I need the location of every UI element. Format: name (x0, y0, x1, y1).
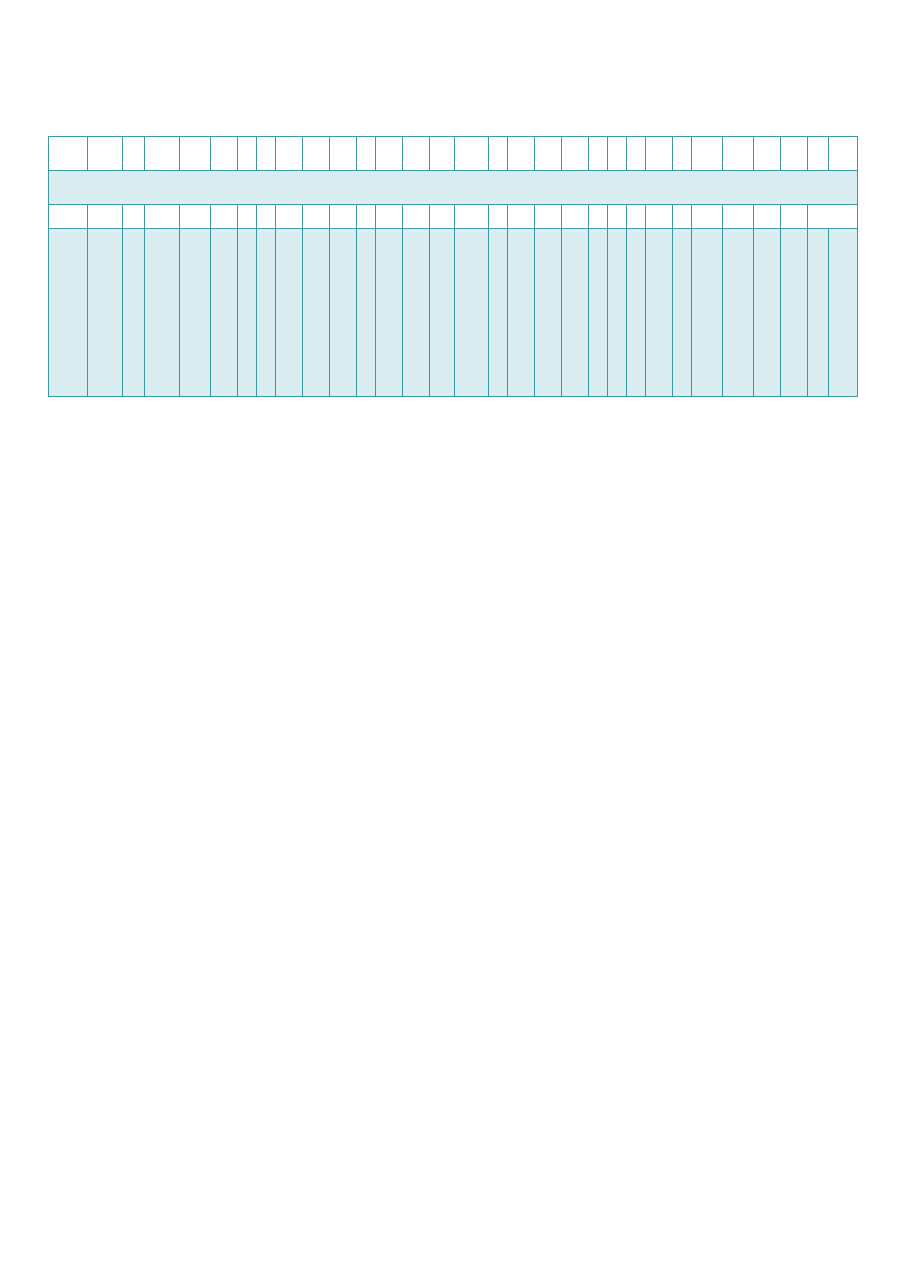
column-header (180, 229, 211, 397)
table-cell (692, 137, 723, 171)
header-row (49, 229, 858, 397)
table-cell (276, 205, 303, 229)
column-header (723, 229, 754, 397)
column-header (357, 229, 376, 397)
column-header (608, 229, 627, 397)
column-header (145, 229, 180, 397)
table-cell (180, 137, 211, 171)
table-cell (145, 205, 180, 229)
table-cell (376, 205, 403, 229)
table-cell (276, 137, 303, 171)
table-cell (238, 137, 257, 171)
column-header (88, 229, 123, 397)
column-header (330, 229, 357, 397)
table-cell (123, 137, 145, 171)
column-header (238, 229, 257, 397)
table-cell (489, 137, 508, 171)
table-cell (430, 205, 455, 229)
column-header (49, 229, 88, 397)
table-cell (754, 137, 781, 171)
table-cell (455, 137, 489, 171)
column-header (455, 229, 489, 397)
table-cell (508, 205, 535, 229)
table-cell (49, 137, 88, 171)
column-header (257, 229, 276, 397)
table-cell (562, 205, 589, 229)
table-cell (508, 137, 535, 171)
table-cell (303, 205, 330, 229)
column-header (403, 229, 430, 397)
table-cell (257, 205, 276, 229)
table-label (829, 137, 858, 171)
table-body (49, 137, 858, 397)
column-header (589, 229, 608, 397)
column-header (535, 229, 562, 397)
table-cell (180, 205, 211, 229)
column-header (562, 229, 589, 397)
table-cell (535, 137, 562, 171)
table-cell (330, 137, 357, 171)
table-cell (646, 137, 673, 171)
table-cell (145, 137, 180, 171)
page-title (49, 171, 858, 205)
column-header (692, 229, 723, 397)
column-header (303, 229, 330, 397)
column-header (123, 229, 145, 397)
table-cell (608, 205, 627, 229)
table-cell (723, 205, 754, 229)
table-cell (562, 137, 589, 171)
column-header (211, 229, 238, 397)
table-cell (376, 137, 403, 171)
table-cell (49, 205, 88, 229)
table-cell (627, 137, 646, 171)
table-cell (781, 137, 808, 171)
label-row (49, 137, 858, 171)
column-header (430, 229, 455, 397)
table-cell (403, 137, 430, 171)
table-cell (692, 205, 723, 229)
table-cell (808, 137, 829, 171)
table-cell (673, 205, 692, 229)
table-cell (330, 205, 357, 229)
column-header (754, 229, 781, 397)
unit-label (808, 205, 858, 229)
table-cell (673, 137, 692, 171)
column-header (276, 229, 303, 397)
table-cell (754, 205, 781, 229)
table-cell (123, 205, 145, 229)
unit-row (49, 205, 858, 229)
column-header (781, 229, 808, 397)
table-cell (238, 205, 257, 229)
table-cell (589, 205, 608, 229)
table-cell (303, 137, 330, 171)
column-header (489, 229, 508, 397)
table-cell (627, 205, 646, 229)
table-cell (211, 137, 238, 171)
table-cell (723, 137, 754, 171)
table-cell (211, 205, 238, 229)
table-cell (357, 137, 376, 171)
column-header (646, 229, 673, 397)
column-header (376, 229, 403, 397)
table-cell (608, 137, 627, 171)
column-header (829, 229, 858, 397)
expenditure-table (48, 136, 858, 397)
table-cell (781, 205, 808, 229)
table-cell (646, 205, 673, 229)
column-header (508, 229, 535, 397)
table-cell (430, 137, 455, 171)
table-cell (403, 205, 430, 229)
table-cell (455, 205, 489, 229)
table-cell (357, 205, 376, 229)
table-cell (589, 137, 608, 171)
column-header (808, 229, 829, 397)
table-cell (88, 205, 123, 229)
column-header (627, 229, 646, 397)
table-cell (257, 137, 276, 171)
table-cell (489, 205, 508, 229)
table-cell (88, 137, 123, 171)
column-header (673, 229, 692, 397)
table-cell (535, 205, 562, 229)
title-row (49, 171, 858, 205)
